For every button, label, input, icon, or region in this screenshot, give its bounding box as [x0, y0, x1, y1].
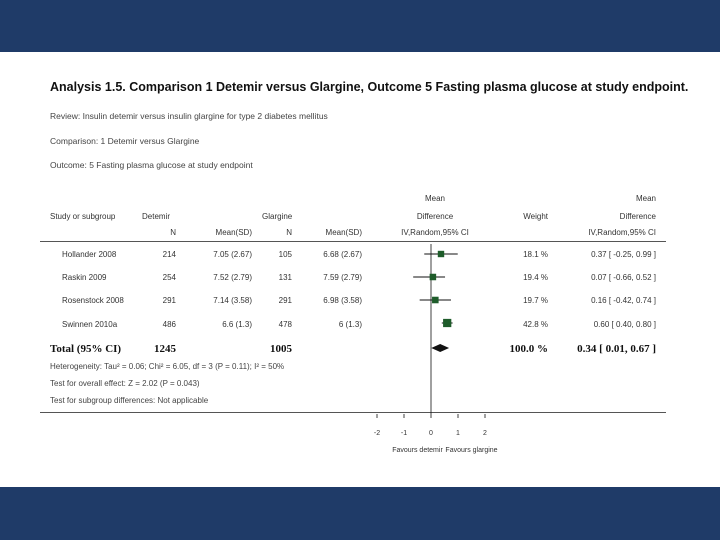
header-n-detemir: N	[170, 228, 176, 237]
header-detemir: Detemir	[142, 212, 171, 221]
md-ci: 0.60 [ 0.40, 0.80 ]	[593, 320, 656, 329]
favours-left-label: Favours detemir	[392, 447, 443, 454]
meansd-detemir: 7.05 (2.67)	[213, 250, 252, 259]
header-md2-top: Mean	[635, 194, 656, 203]
header-md-method: IV,Random,95% CI	[401, 228, 469, 237]
header-weight: Weight	[523, 212, 548, 221]
x-tick-label: -1	[400, 430, 408, 437]
n-glargine: 131	[278, 273, 292, 282]
header-md-mid: Difference	[416, 212, 454, 221]
n-glargine: 478	[278, 320, 292, 329]
study-name: Swinnen 2010a	[62, 320, 118, 329]
comparison-line: Comparison: 1 Detemir versus Glargine	[50, 136, 200, 146]
header-glargine: Glargine	[262, 212, 293, 221]
subgroup-note: Test for subgroup differences: Not applicable	[50, 396, 209, 405]
study-name: Rosenstock 2008	[62, 296, 124, 305]
x-tick-label: -2	[373, 430, 381, 437]
header-md2-mid: Difference	[619, 212, 656, 221]
outcome-line: Outcome: 5 Fasting plasma glucose at study endpoint	[50, 160, 253, 170]
n-detemir: 291	[162, 296, 176, 305]
meansd-detemir: 7.14 (3.58)	[213, 296, 252, 305]
point-estimate	[438, 251, 444, 257]
study-name: Raskin 2009	[62, 273, 107, 282]
header-meansd-glargine: Mean(SD)	[325, 228, 362, 237]
header-md2-method: IV,Random,95% CI	[588, 228, 656, 237]
study-name: Hollander 2008	[62, 250, 117, 259]
n-detemir: 486	[162, 320, 176, 329]
n-detemir: 254	[162, 273, 176, 282]
x-tick-label: 0	[429, 430, 433, 437]
meansd-detemir: 6.6 (1.3)	[222, 320, 252, 329]
total-label: Total (95% CI)	[50, 343, 122, 355]
meansd-glargine: 6 (1.3)	[338, 320, 362, 329]
total-md-ci: 0.34 [ 0.01, 0.67 ]	[577, 343, 656, 355]
md-ci: 0.07 [ -0.66, 0.52 ]	[591, 273, 656, 282]
heterogeneity-note: Heterogeneity: Tau² = 0.06; Chi² = 6.05, df = 3 (P = 0.11); I² = 50%	[50, 362, 285, 371]
total-weight: 100.0 %	[509, 343, 548, 355]
md-ci: 0.37 [ -0.25, 0.99 ]	[591, 250, 656, 259]
pooled-diamond	[431, 344, 449, 352]
header-md-top: Mean	[424, 194, 445, 203]
weight: 19.7 %	[523, 296, 548, 305]
header-n-glargine: N	[286, 228, 292, 237]
header-study: Study or subgroup	[50, 212, 116, 221]
header-meansd-detemir: Mean(SD)	[215, 228, 252, 237]
review-line: Review: Insulin detemir versus insulin glargine for type 2 diabetes mellitus	[50, 111, 328, 121]
n-glargine: 291	[278, 296, 292, 305]
weight: 19.4 %	[523, 273, 548, 282]
meansd-detemir: 7.52 (2.79)	[213, 273, 252, 282]
x-tick-label: 1	[456, 430, 460, 437]
meansd-glargine: 6.68 (2.67)	[323, 250, 362, 259]
total-n-detemir: 1245	[154, 343, 176, 355]
meansd-glargine: 6.98 (3.58)	[323, 296, 362, 305]
point-estimate	[430, 274, 437, 281]
favours-right-label: Favours glargine	[445, 447, 498, 454]
n-detemir: 214	[162, 250, 176, 259]
point-estimate	[432, 297, 439, 304]
analysis-title: Analysis 1.5. Comparison 1 Detemir versus Glargine, Outcome 5 Fasting plasma glucose at study endpoint.	[50, 80, 689, 94]
n-glargine: 105	[278, 250, 292, 259]
total-n-glargine: 1005	[270, 343, 292, 355]
md-ci: 0.16 [ -0.42, 0.74 ]	[591, 296, 656, 305]
overall-effect-note: Test for overall effect: Z = 2.02 (P = 0.043)	[50, 379, 200, 388]
meansd-glargine: 7.59 (2.79)	[323, 273, 362, 282]
weight: 42.8 %	[523, 320, 548, 329]
point-estimate	[443, 319, 451, 327]
weight: 18.1 %	[523, 250, 548, 259]
x-tick-label: 2	[483, 430, 487, 437]
